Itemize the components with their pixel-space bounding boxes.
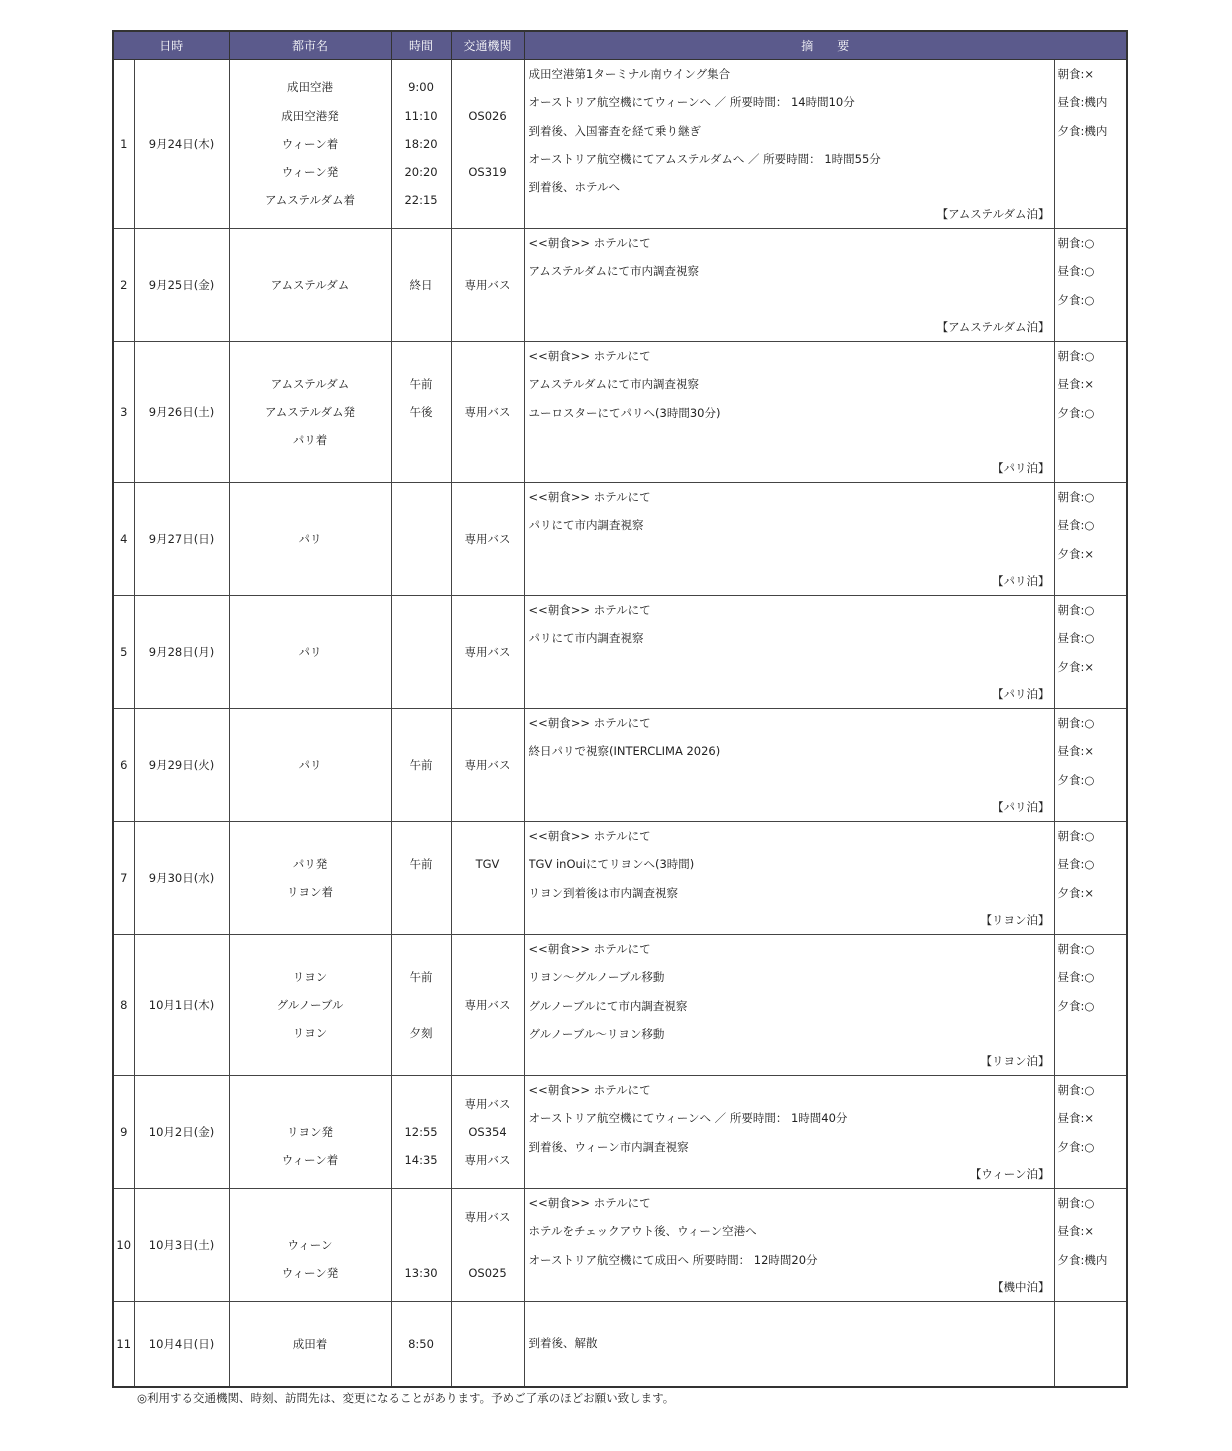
footnote: ◎利用する交通機関、時刻、訪問先は、変更になることがあります。予めご了承のほどお願い致します。: [137, 1391, 675, 1405]
meal-line: 朝食:○: [1057, 829, 1095, 843]
transport-line: [452, 130, 524, 158]
transport-cell: [451, 483, 524, 596]
summary-cell: [524, 483, 1054, 596]
day-row: [113, 60, 1127, 229]
time-line: [392, 525, 451, 553]
header-transport: 交通機関: [451, 31, 524, 60]
time-lines: [392, 963, 451, 1048]
time-lines: [392, 638, 451, 666]
summary-cell: [524, 1189, 1054, 1302]
overnight-stay: 【機中泊】: [992, 1280, 1050, 1294]
meal-line: 夕食:機内: [1057, 123, 1108, 138]
transport-line: OS026: [468, 108, 507, 123]
city-line: アムステルダム着: [265, 193, 355, 208]
time-line: 終日: [409, 277, 433, 292]
meal-line: 夕食:○: [1057, 405, 1095, 420]
city-line: アムステルダム発: [265, 404, 355, 419]
transport-line: [452, 963, 524, 991]
day-row: [113, 342, 1127, 483]
meal-line: 昼食:×: [1057, 1224, 1095, 1239]
city-cell: [229, 822, 391, 935]
summary-line: 到着後、ウィーン市内調査視察: [528, 1139, 689, 1154]
day-date: 9月28日(月): [134, 596, 229, 709]
city-line: ウィーン発: [281, 1266, 339, 1281]
day-row: [113, 1189, 1127, 1302]
transport-lines: [452, 751, 524, 779]
city-line: ウィーン着: [281, 1153, 339, 1168]
meal-line: 夕食:機内: [1057, 1252, 1108, 1267]
summary-line: <<朝食>> ホテルにて: [528, 829, 651, 843]
meals-cell: [1054, 1189, 1127, 1302]
city-cell: [229, 342, 391, 483]
day-row: [113, 935, 1127, 1076]
city-line: リヨン発: [287, 1124, 334, 1139]
time-lines: [392, 525, 451, 553]
day-number: 2: [113, 229, 134, 342]
meal-line: 夕食:×: [1057, 659, 1095, 674]
summary-cell: [524, 596, 1054, 709]
time-line: 14:35: [404, 1153, 438, 1168]
transport-line: 専用バス: [464, 277, 511, 292]
city-line: 成田空港: [287, 80, 334, 95]
summary-cell: [524, 709, 1054, 822]
meals-cell: [1054, 935, 1127, 1076]
meal-line: 夕食:○: [1057, 1139, 1095, 1154]
itinerary-sheet: [112, 30, 1126, 1388]
city-line: リヨン着: [287, 885, 334, 899]
meal-line: 昼食:○: [1057, 970, 1095, 985]
transport-cell: [451, 709, 524, 822]
meal-line: 昼食:○: [1057, 857, 1095, 872]
summary-cell: [524, 60, 1054, 229]
transport-line: [452, 186, 524, 214]
day-number: 7: [113, 822, 134, 935]
day-number: 11: [113, 1302, 134, 1387]
summary-lines: [529, 1189, 1050, 1274]
summary-cell: [524, 342, 1054, 483]
meal-line: 昼食:機内: [1057, 95, 1108, 110]
header-city: 都市名: [229, 31, 391, 60]
day-row: [113, 229, 1127, 342]
summary-line: 到着後、解散: [528, 1336, 598, 1351]
time-line: 9:00: [408, 80, 434, 95]
meal-lines: [1058, 822, 1124, 907]
transport-line: 専用バス: [464, 644, 511, 659]
city-line: パリ着: [292, 433, 328, 448]
day-date: 10月3日(土): [134, 1189, 229, 1302]
city-line: 成田空港発: [281, 108, 339, 123]
summary-line: 終日パリで視察(INTERCLIMA 2026): [528, 744, 721, 759]
transport-lines: [452, 638, 524, 666]
time-line: 夕刻: [409, 1026, 433, 1041]
meal-line: 夕食:○: [1057, 772, 1095, 787]
day-number: 3: [113, 342, 134, 483]
meal-line: 昼食:×: [1057, 1111, 1095, 1126]
itinerary-table: [112, 30, 1128, 1388]
transport-lines: [452, 525, 524, 553]
transport-line: [452, 878, 524, 906]
summary-line: オーストリア航空機にてウィーンへ ／ 所要時間： 1時間40分: [528, 1111, 848, 1126]
transport-lines: [452, 1330, 524, 1358]
time-lines: [392, 271, 451, 299]
summary-line: 到着後、ホテルへ: [528, 180, 620, 195]
city-line: ウィーン: [287, 1237, 333, 1252]
transport-cell: [451, 229, 524, 342]
time-lines: [392, 850, 451, 907]
transport-cell: [451, 1076, 524, 1189]
meals-cell: [1054, 1076, 1127, 1189]
time-lines: [392, 1330, 451, 1358]
meal-lines: [1058, 935, 1124, 1020]
summary-line: <<朝食>> ホテルにて: [528, 603, 651, 617]
day-date: 9月29日(火): [134, 709, 229, 822]
time-cell: [391, 709, 451, 822]
city-line: パリ: [298, 531, 322, 546]
summary-line: アムステルダムにて市内調査視察: [528, 264, 699, 279]
time-line: [392, 1090, 451, 1118]
summary-line: グルノーブルにて市内調査視察: [528, 998, 688, 1013]
city-lines: [230, 525, 391, 553]
summary-line: グルノーブル～リヨン移動: [528, 1026, 665, 1041]
time-line: 午前: [409, 376, 433, 391]
time-line: [392, 1203, 451, 1231]
day-date: 10月2日(金): [134, 1076, 229, 1189]
summary-line: パリにて市内調査視察: [528, 518, 644, 533]
transport-lines: [452, 963, 524, 1048]
transport-line: [452, 1019, 524, 1047]
time-cell: [391, 822, 451, 935]
summary-line: <<朝食>> ホテルにて: [528, 1196, 651, 1210]
transport-cell: [451, 342, 524, 483]
transport-line: 専用バス: [464, 1209, 511, 1224]
city-lines: [230, 370, 391, 455]
time-line: 20:20: [404, 165, 438, 180]
time-line: [392, 991, 451, 1019]
day-number: 9: [113, 1076, 134, 1189]
transport-line: 専用バス: [464, 1153, 511, 1168]
meal-lines: [1058, 1076, 1124, 1161]
time-cell: [391, 935, 451, 1076]
transport-line: 専用バス: [464, 1096, 511, 1111]
summary-line: <<朝食>> ホテルにて: [528, 236, 651, 250]
meal-line: 朝食:○: [1057, 1083, 1095, 1097]
meals-cell: [1054, 596, 1127, 709]
day-date: 10月1日(木): [134, 935, 229, 1076]
day-number: 10: [113, 1189, 134, 1302]
time-line: [392, 426, 451, 454]
transport-cell: [451, 60, 524, 229]
overnight-stay: 【ウィーン泊】: [969, 1167, 1050, 1181]
city-cell: [229, 483, 391, 596]
meal-lines: [1058, 596, 1124, 681]
transport-lines: [452, 1203, 524, 1288]
city-line: 成田着: [292, 1336, 328, 1351]
time-cell: [391, 483, 451, 596]
meal-lines: [1058, 709, 1124, 794]
day-date: 9月30日(水): [134, 822, 229, 935]
overnight-stay: 【リヨン泊】: [980, 913, 1050, 927]
header-summary: 摘 要: [524, 31, 1127, 60]
meals-cell: [1054, 60, 1127, 229]
time-cell: [391, 1076, 451, 1189]
city-lines: [230, 1203, 391, 1288]
city-cell: [229, 60, 391, 229]
day-row: [113, 822, 1127, 935]
header-row: [113, 31, 1127, 60]
city-lines: [230, 271, 391, 299]
summary-line: <<朝食>> ホテルにて: [528, 942, 651, 956]
city-cell: [229, 935, 391, 1076]
day-number: 1: [113, 60, 134, 229]
overnight-stay: 【パリ泊】: [992, 800, 1050, 814]
transport-line: OS354: [468, 1124, 507, 1139]
meal-line: 昼食:×: [1057, 744, 1095, 759]
transport-line: [452, 73, 524, 101]
transport-lines: [452, 850, 524, 907]
transport-lines: [452, 370, 524, 455]
transport-line: [452, 1330, 524, 1358]
meal-lines: [1058, 342, 1124, 427]
city-lines: [230, 963, 391, 1048]
day-date: 9月24日(木): [134, 60, 229, 229]
summary-line: オーストリア航空機にてウィーンへ ／ 所要時間： 14時間10分: [528, 95, 855, 110]
transport-line: 専用バス: [464, 757, 511, 772]
day-row: [113, 1076, 1127, 1189]
time-cell: [391, 342, 451, 483]
time-cell: [391, 1189, 451, 1302]
meal-lines: [1058, 229, 1124, 314]
time-lines: [392, 1090, 451, 1175]
time-lines: [392, 73, 451, 214]
time-line: 午後: [409, 404, 433, 419]
city-cell: [229, 596, 391, 709]
summary-line: <<朝食>> ホテルにて: [528, 349, 651, 363]
meal-line: 夕食:×: [1057, 546, 1095, 561]
time-line: 午前: [409, 757, 433, 772]
time-line: 13:30: [404, 1266, 438, 1281]
city-cell: [229, 229, 391, 342]
summary-line: リヨン～グルノーブル移動: [528, 970, 665, 985]
summary-line: 到着後、入国審査を経て乗り継ぎ: [528, 123, 702, 138]
transport-line: 専用バス: [464, 531, 511, 546]
city-line: [230, 1203, 391, 1231]
city-lines: [230, 1090, 391, 1175]
meal-line: 朝食:○: [1057, 1196, 1095, 1210]
summary-line: TGV inOuiにてリヨンへ(3時間): [528, 857, 695, 872]
time-line: 午前: [409, 969, 433, 984]
transport-lines: [452, 1090, 524, 1175]
summary-lines: [529, 1076, 1050, 1161]
summary-lines: [529, 596, 1050, 653]
summary-cell: [524, 935, 1054, 1076]
meal-line: 朝食:○: [1057, 603, 1095, 617]
time-line: [392, 1231, 451, 1259]
summary-line: 成田空港第1ターミナル南ウイング集合: [528, 67, 731, 81]
transport-cell: [451, 935, 524, 1076]
summary-line: オーストリア航空機にて成田へ 所要時間： 12時間20分: [528, 1252, 818, 1267]
header-date: 日時: [113, 31, 229, 60]
summary-line: パリにて市内調査視察: [528, 631, 644, 646]
day-date: 9月25日(金): [134, 229, 229, 342]
transport-cell: [451, 596, 524, 709]
transport-line: 専用バス: [464, 997, 511, 1012]
transport-lines: [452, 271, 524, 299]
time-lines: [392, 370, 451, 455]
summary-line: <<朝食>> ホテルにて: [528, 490, 651, 504]
time-cell: [391, 60, 451, 229]
day-date: 9月27日(日): [134, 483, 229, 596]
meal-line: 朝食:○: [1057, 716, 1095, 730]
time-lines: [392, 751, 451, 779]
summary-lines: [529, 229, 1050, 286]
summary-line: オーストリア航空機にてアムステルダムへ ／ 所要時間： 1時間55分: [528, 151, 881, 166]
summary-cell: [524, 1076, 1054, 1189]
city-lines: [230, 73, 391, 214]
overnight-stay: 【アムステルダム泊】: [936, 320, 1050, 334]
transport-line: [452, 370, 524, 398]
city-line: ウィーン着: [281, 136, 339, 151]
time-cell: [391, 1302, 451, 1387]
meal-lines: [1058, 1189, 1124, 1274]
summary-line: アムステルダムにて市内調査視察: [528, 377, 699, 392]
city-lines: [230, 638, 391, 666]
meal-line: 朝食:○: [1057, 349, 1095, 363]
meal-lines: [1058, 60, 1124, 145]
city-lines: [230, 850, 391, 907]
meal-line: 朝食:○: [1057, 942, 1095, 956]
day-row: [113, 596, 1127, 709]
summary-line: <<朝食>> ホテルにて: [528, 716, 651, 730]
day-number: 4: [113, 483, 134, 596]
meal-line: 夕食:○: [1057, 998, 1095, 1013]
overnight-stay: 【パリ泊】: [992, 687, 1050, 701]
transport-line: TGV: [475, 856, 500, 871]
day-row: [113, 709, 1127, 822]
summary-lines: [529, 342, 1050, 427]
time-line: 8:50: [408, 1336, 434, 1351]
city-cell: [229, 1076, 391, 1189]
meal-line: 夕食:×: [1057, 885, 1095, 900]
time-cell: [391, 596, 451, 709]
summary-cell: [524, 1302, 1054, 1387]
city-line: グルノーブル: [276, 997, 344, 1012]
day-number: 5: [113, 596, 134, 709]
summary-lines: [529, 1302, 1050, 1385]
transport-lines: [452, 73, 524, 214]
meals-cell: [1054, 709, 1127, 822]
city-lines: [230, 1330, 391, 1358]
meal-line: 朝食:○: [1057, 236, 1095, 250]
overnight-stay: 【パリ泊】: [992, 574, 1050, 588]
day-number: 6: [113, 709, 134, 822]
city-lines: [230, 751, 391, 779]
summary-line: リヨン到着後は市内調査視察: [528, 885, 679, 900]
meal-lines: [1058, 483, 1124, 568]
day-date: 10月4日(日): [134, 1302, 229, 1387]
transport-cell: [451, 1302, 524, 1387]
meal-line: 夕食:○: [1057, 292, 1095, 307]
time-line: 22:15: [404, 193, 438, 208]
summary-lines: [529, 60, 1050, 201]
meal-line: 朝食:×: [1057, 67, 1095, 81]
meal-line: 昼食:○: [1057, 518, 1095, 533]
overnight-stay: 【パリ泊】: [992, 461, 1050, 475]
time-cell: [391, 229, 451, 342]
time-line: 12:55: [404, 1124, 438, 1139]
header-time: 時間: [391, 31, 451, 60]
transport-line: OS025: [468, 1266, 507, 1281]
summary-lines: [529, 709, 1050, 766]
day-number: 8: [113, 935, 134, 1076]
overnight-stay: 【リヨン泊】: [980, 1054, 1050, 1068]
city-cell: [229, 709, 391, 822]
transport-cell: [451, 1189, 524, 1302]
itinerary-body: [113, 60, 1127, 1387]
meals-cell: [1054, 342, 1127, 483]
meals-cell: [1054, 229, 1127, 342]
transport-line: [452, 1231, 524, 1259]
city-line: [230, 1090, 391, 1118]
city-cell: [229, 1189, 391, 1302]
transport-line: [452, 426, 524, 454]
summary-line: ホテルをチェックアウト後、ウィーン空港へ: [528, 1224, 757, 1239]
meal-line: 昼食:×: [1057, 377, 1095, 392]
city-line: リヨン: [292, 969, 328, 984]
day-row: [113, 483, 1127, 596]
meals-cell: [1054, 1302, 1127, 1387]
time-line: 午前: [409, 856, 433, 871]
summary-cell: [524, 229, 1054, 342]
meals-cell: [1054, 483, 1127, 596]
transport-cell: [451, 822, 524, 935]
day-row: [113, 1302, 1127, 1387]
day-date: 9月26日(土): [134, 342, 229, 483]
city-line: アムステルダム: [270, 277, 350, 292]
city-line: パリ発: [292, 856, 328, 871]
city-line: パリ: [298, 644, 322, 659]
time-line: [392, 638, 451, 666]
city-line: リヨン: [292, 1026, 328, 1041]
summary-lines: [529, 935, 1050, 1048]
time-lines: [392, 1203, 451, 1288]
city-cell: [229, 1302, 391, 1387]
meal-line: 朝食:○: [1057, 490, 1095, 504]
time-line: 18:20: [404, 136, 438, 151]
summary-lines: [529, 483, 1050, 540]
overnight-stay: 【アムステルダム泊】: [936, 207, 1050, 221]
city-line: ウィーン発: [281, 165, 339, 180]
time-line: [392, 878, 451, 906]
city-line: アムステルダム: [270, 376, 350, 391]
transport-line: OS319: [468, 165, 507, 180]
summary-lines: [529, 822, 1050, 907]
summary-line: <<朝食>> ホテルにて: [528, 1083, 651, 1097]
meals-cell: [1054, 822, 1127, 935]
meal-line: 昼食:○: [1057, 631, 1095, 646]
summary-cell: [524, 822, 1054, 935]
city-line: パリ: [298, 757, 322, 772]
time-line: 11:10: [404, 108, 438, 123]
summary-line: ユーロスターにてパリへ(3時間30分): [528, 405, 721, 420]
transport-line: 専用バス: [464, 404, 511, 419]
meal-line: 昼食:○: [1057, 264, 1095, 279]
